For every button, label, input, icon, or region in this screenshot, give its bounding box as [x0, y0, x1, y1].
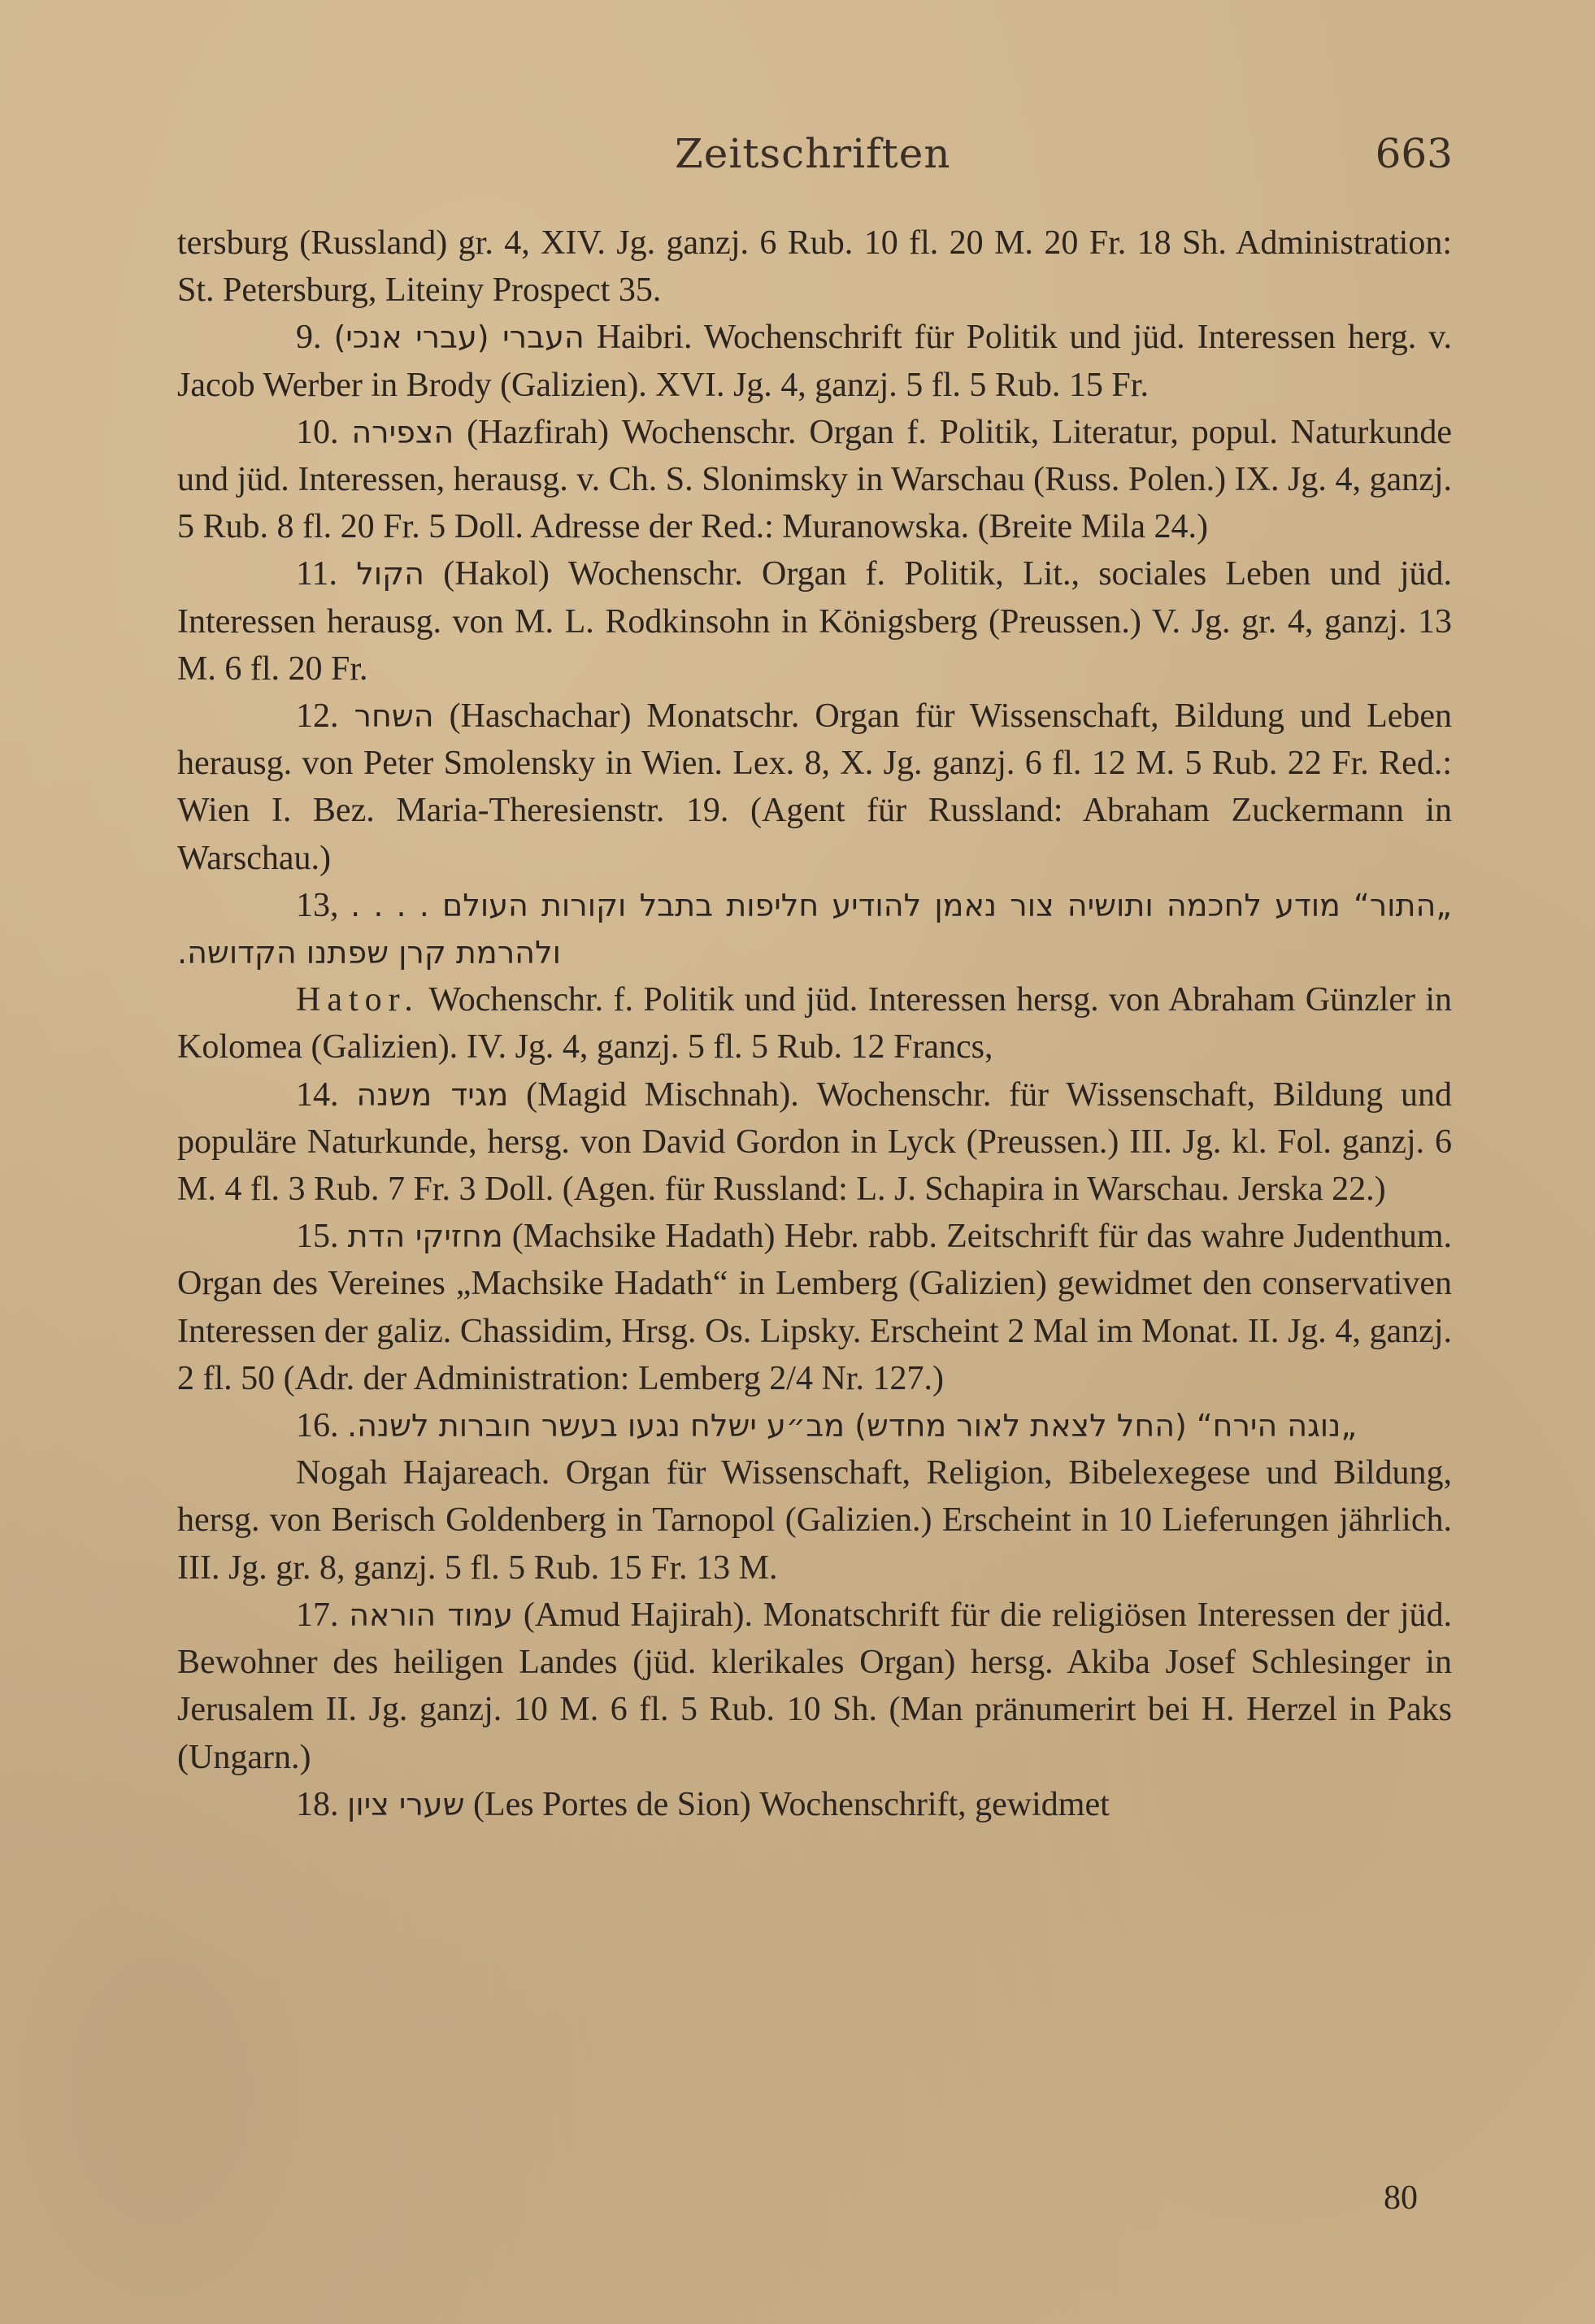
- running-head: [179, 130, 1453, 187]
- signature-mark: 80: [1384, 2179, 1418, 2217]
- entry-number: 18.: [296, 1785, 339, 1823]
- entry-number: 12.: [296, 697, 339, 736]
- hebrew-title: הצפירה: [351, 414, 454, 450]
- entry-10: [177, 409, 1452, 551]
- hebrew-title: העברי (עברי אנכי): [333, 319, 585, 356]
- entry-11: [177, 550, 1452, 693]
- entry-16-description: [177, 1449, 1452, 1592]
- entry-title-spaced: Hator.: [296, 981, 419, 1019]
- hebrew-title: מגיד משנה: [356, 1076, 509, 1113]
- entry-16: [177, 1402, 1452, 1449]
- entry-number: 10.: [296, 413, 339, 451]
- hebrew-title: מחזיקי הדת: [347, 1218, 503, 1255]
- entry-text: tersburg (Russland) gr. 4, XIV. Jg. ganzj. 6 Rub. 10 fl. 20 M. 20 Fr. 18 Sh. Administration: St. Petersburg, Liteiny Prospect 35.: [177, 224, 1452, 310]
- entry-continuation: [177, 219, 1452, 314]
- entry-number: 13,: [296, 886, 339, 924]
- entry-number: 17.: [296, 1596, 339, 1634]
- hebrew-title: „התור“ מודע לחכמה ותושיה צור נאמן להודיע חליפות בתבל וקורות העולם . . . . ולהרמת קרן שפתנו הקדושה.: [177, 887, 1452, 971]
- entry-text: (Magid Mischnah). Wochenschr. für Wissenschaft, Bildung und populäre Naturkunde, hersg. von David Gordon in Lyck (Preussen.) III. Jg. kl. Fol. ganzj. 6 M. 4 fl. 3 Rub. 7 Fr. 3 Doll. (Agen. für Russland: L. J. Schapira in Warschau. Jerska 22.): [177, 1075, 1453, 1209]
- hebrew-title: עמוד הוראה: [349, 1596, 514, 1633]
- entry-12: [177, 693, 1452, 882]
- hebrew-title: שערי ציון: [347, 1786, 465, 1822]
- entry-text: Nogah Hajareach. Organ für Wissenschaft, Religion, Bibelexegese und Bildung, hersg. von Berisch Goldenberg in Tarnopol (Galizien.) Erscheint in 10 Lieferungen jährlich. III. Jg. gr. 8, ganzj. 5 fl. 5 Rub. 15 Fr. 13 M.: [177, 1454, 1452, 1587]
- entry-18: [177, 1781, 1452, 1828]
- entry-number: 9.: [296, 319, 322, 357]
- entry-text: (Machsike Hadath) Hebr. rabb. Zeitschrift für das wahre Judenthum. Organ des Vereines „Machsike Hadath“ in Lemberg (Galizien) gewidmet den conservativen Interessen der galiz. Chassidim, Hrsg. Os. Lipsky. Erscheint 2 Mal im Monat. II. Jg. 4, ganzj. 2 fl. 50 (Adr. der Administration: Lemberg 2/4 Nr. 127.): [177, 1218, 1453, 1397]
- entry-text: Haibri. Wochenschrift für Politik und jüd. Interessen herg. v. Jacob Werber in Brody (Galizien). XVI. Jg. 4, ganzj. 5 fl. 5 Rub. 15 Fr.: [177, 319, 1453, 404]
- entry-15: [177, 1213, 1452, 1402]
- entry-number: 16.: [296, 1407, 339, 1445]
- entry-13-description: [177, 976, 1452, 1071]
- entry-14: [177, 1071, 1452, 1214]
- entry-number: 11.: [296, 555, 337, 593]
- entry-text: Wochenschr. f. Politik und jüd. Interessen hersg. von Abraham Günzler in Kolomea (Galizien). IV. Jg. 4, ganzj. 5 fl. 5 Rub. 12 Francs,: [177, 981, 1452, 1066]
- entry-13: [177, 882, 1452, 976]
- body-text: [177, 219, 1452, 1828]
- entry-17: [177, 1592, 1452, 1781]
- entry-text: (Amud Hajirah). Monatschrift für die religiösen Interessen der jüd. Bewohner des heiligen Landes (jüd. klerikales Organ) hersg. Akiba Josef Schlesinger in Jerusalem II. Jg. ganzj. 10 M. 6 fl. 5 Rub. 10 Sh. (Man pränumerirt bei H. Herzel in Paks (Ungarn.): [177, 1596, 1453, 1776]
- entry-number: 15.: [296, 1218, 339, 1256]
- entry-text: (Hakol) Wochenschr. Organ f. Politik, Lit., sociales Leben und jüd. Interessen herausg. von M. L. Rodkinsohn in Königsberg (Preussen.) V. Jg. gr. 4, ganzj. 13 M. 6 fl. 20 Fr.: [177, 555, 1453, 688]
- entry-text: (Haschachar) Monatschr. Organ für Wissenschaft, Bildung und Leben herausg. von Peter Smolensky in Wien. Lex. 8, X. Jg. ganzj. 6 fl. 12 M. 5 Rub. 22 Fr. Red.: Wien I. Bez. Maria-Theresienstr. 19. (Agent für Russland: Abraham Zuckermann in Warschau.): [177, 697, 1453, 877]
- entry-text: (Hazfirah) Wochenschr. Organ f. Politik, Literatur, popul. Naturkunde und jüd. Interessen, herausg. v. Ch. S. Slonimsky in Warschau (Russ. Polen.) IX. Jg. 4, ganzj. 5 Rub. 8 fl. 20 Fr. 5 Doll. Adresse der Red.: Muranowska. (Breite Mila 24.): [177, 413, 1453, 546]
- entry-number: 14.: [296, 1075, 339, 1114]
- hebrew-title: הקול: [356, 556, 424, 593]
- page-number: 663: [1375, 130, 1453, 177]
- entry-text: (Les Portes de Sion) Wochenschrift, gewidmet: [473, 1785, 1110, 1823]
- hebrew-title: השחר: [354, 698, 434, 735]
- hebrew-title: „נוגה הירח“ (החל לצאת לאור מחדש) מב״ע ישלח נגעו בעשר חוברות לשנה.: [347, 1408, 1358, 1444]
- running-title: Zeitschriften: [675, 130, 951, 177]
- entry-9: [177, 314, 1452, 408]
